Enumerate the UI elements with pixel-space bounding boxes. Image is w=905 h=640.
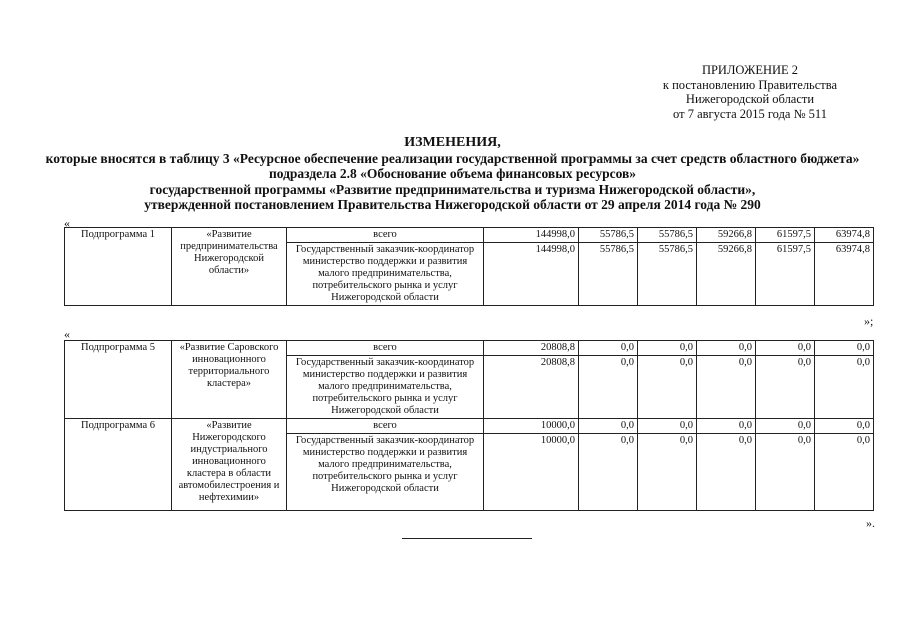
- appendix-line-3: Нижегородской области: [685, 92, 815, 106]
- value-cell: 0,0: [697, 356, 756, 419]
- value-cell: 10000,0: [484, 434, 579, 511]
- value-cell: 0,0: [697, 419, 756, 434]
- value-cell: 0,0: [697, 434, 756, 511]
- row-label: Государственный заказчик-координатор министерство поддержки и развития малого предпринимательства, потребительского рынка и услуг Нижегородской области: [287, 356, 484, 419]
- close-quote-1: »;: [864, 314, 874, 328]
- appendix-line-1: ПРИЛОЖЕНИЕ 2: [701, 63, 799, 77]
- title-line-3: государственной программы «Развитие предпринимательства и туризма Нижегородской области»,: [149, 181, 756, 197]
- value-cell: 0,0: [756, 419, 815, 434]
- value-cell: 0,0: [756, 341, 815, 356]
- table-row: [65, 419, 874, 434]
- appendix-line-4: от 7 августа 2015 года № 511: [673, 106, 827, 121]
- program-cell: Подпрограмма 6: [65, 419, 172, 511]
- program-name-cell: «Развитие предпринимательства Нижегородской области»: [172, 228, 287, 306]
- value-cell: 55786,5: [579, 228, 638, 243]
- appendix-header: [600, 63, 900, 121]
- value-cell: 0,0: [756, 434, 815, 511]
- value-cell: 20808,8: [484, 341, 579, 356]
- row-label: Государственный заказчик-координатор министерство поддержки и развития малого предпринимательства, потребительского рынка и услуг Нижегородской области: [287, 434, 484, 511]
- value-cell: 20808,8: [484, 356, 579, 419]
- value-cell: 0,0: [638, 341, 697, 356]
- value-cell: 0,0: [579, 356, 638, 419]
- title-main: ИЗМЕНЕНИЯ,: [404, 135, 501, 150]
- program-cell: Подпрограмма 1: [65, 228, 172, 306]
- title-line-4: утвержденной постановлением Правительства Нижегородской области от 29 апреля 2014 года № 290: [144, 197, 761, 212]
- value-cell: 0,0: [638, 356, 697, 419]
- appendix-line-2: к постановлению Правительства: [662, 77, 838, 92]
- program-cell: Подпрограмма 5: [65, 341, 172, 419]
- value-cell: 55786,5: [638, 228, 697, 243]
- value-cell: 63974,8: [815, 243, 874, 306]
- row-label: всего: [287, 419, 484, 434]
- value-cell: 55786,5: [579, 243, 638, 306]
- title-line-1: которые вносятся в таблицу 3 «Ресурсное обеспечение реализации государственной программы за счет средств областного бюджета»: [45, 150, 860, 166]
- value-cell: 59266,8: [697, 228, 756, 243]
- value-cell: 59266,8: [697, 243, 756, 306]
- value-cell: 0,0: [815, 341, 874, 356]
- program-name-cell: «Развитие Саровского инновационного территориального кластера»: [172, 341, 287, 419]
- value-cell: 0,0: [579, 341, 638, 356]
- value-cell: 144998,0: [484, 228, 579, 243]
- value-cell: 0,0: [756, 356, 815, 419]
- value-cell: 0,0: [638, 419, 697, 434]
- table-subprogram-1: [64, 227, 874, 306]
- value-cell: 0,0: [579, 434, 638, 511]
- value-cell: 63974,8: [815, 228, 874, 243]
- document-title: [0, 135, 905, 213]
- value-cell: 144998,0: [484, 243, 579, 306]
- row-label: всего: [287, 228, 484, 243]
- row-label: Государственный заказчик-координатор министерство поддержки и развития малого предпринимательства, потребительского рынка и услуг Нижегородской области: [287, 243, 484, 306]
- value-cell: 0,0: [815, 356, 874, 419]
- value-cell: 0,0: [815, 419, 874, 434]
- value-cell: 10000,0: [484, 419, 579, 434]
- table-row: [65, 341, 874, 356]
- program-name-cell: «Развитие Нижегородского индустриального инновационного кластера в области автомобилестроения и нефтехимии»: [172, 419, 287, 511]
- value-cell: 55786,5: [638, 243, 697, 306]
- table-subprograms-5-6: [64, 340, 874, 511]
- separator-line: [402, 538, 532, 539]
- row-label: всего: [287, 341, 484, 356]
- value-cell: 0,0: [579, 419, 638, 434]
- table-row: [65, 228, 874, 243]
- close-quote-2: ».: [866, 516, 875, 530]
- value-cell: 61597,5: [756, 228, 815, 243]
- open-quote-1: «: [64, 216, 70, 230]
- open-quote-2: «: [64, 327, 70, 341]
- title-line-2: подраздела 2.8 «Обоснование объема финансовых ресурсов»: [268, 166, 637, 181]
- value-cell: 61597,5: [756, 243, 815, 306]
- value-cell: 0,0: [815, 434, 874, 511]
- value-cell: 0,0: [638, 434, 697, 511]
- value-cell: 0,0: [697, 341, 756, 356]
